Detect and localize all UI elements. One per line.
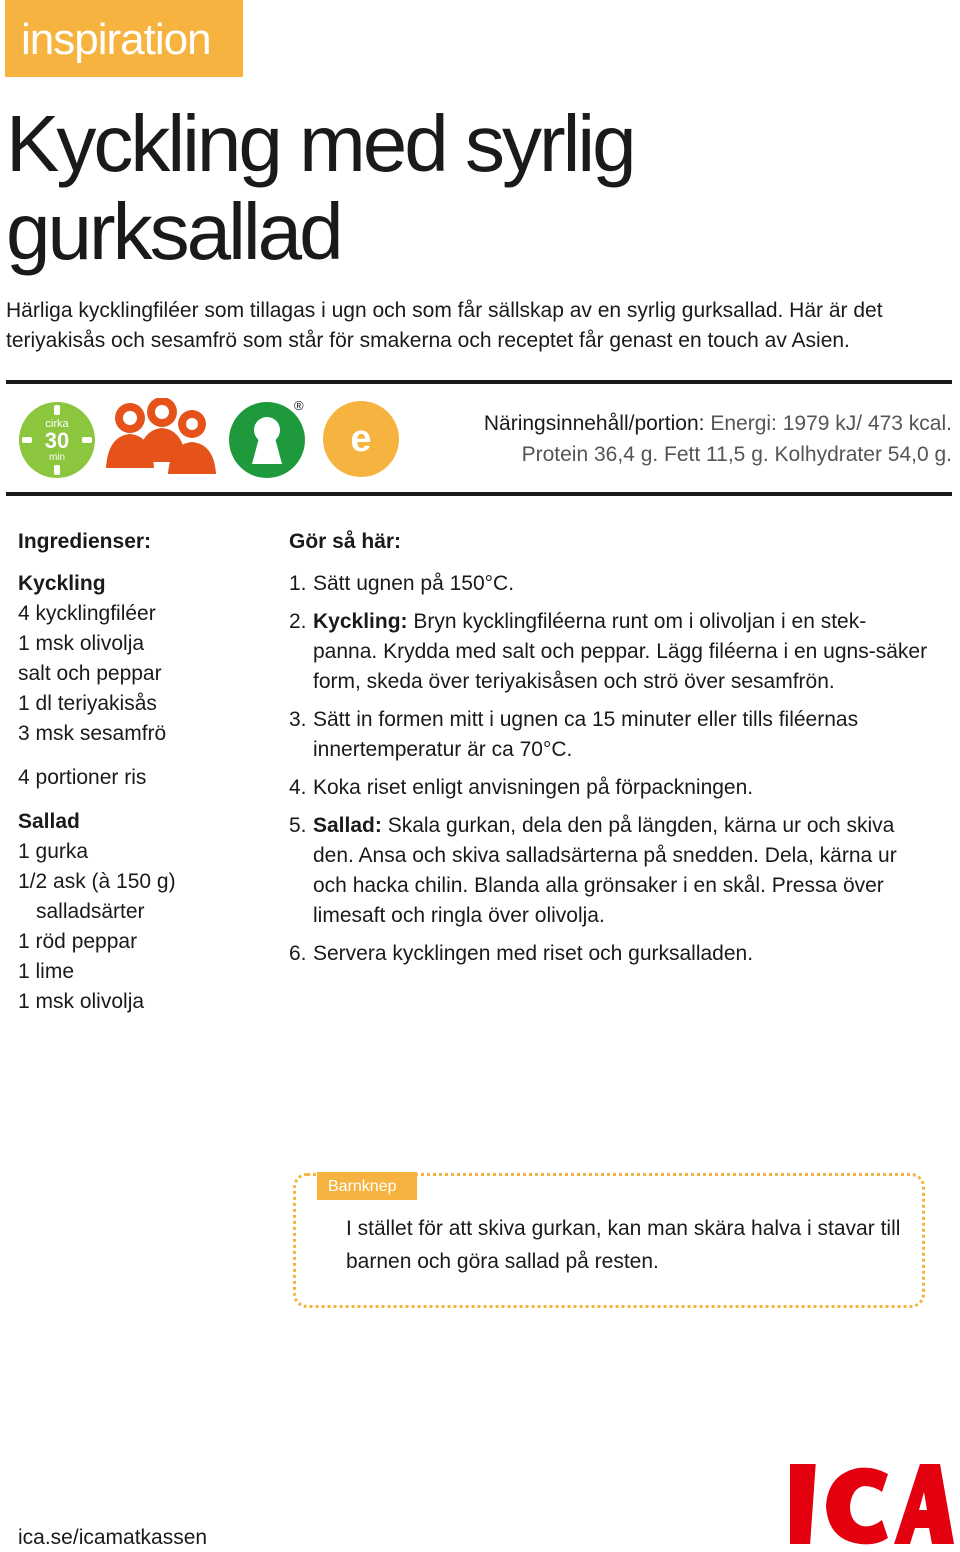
ingredient-group-title: Kyckling — [18, 572, 106, 595]
ingredient-group-kyckling — [18, 569, 268, 749]
ingredients-section — [18, 527, 268, 1031]
step-text: Skala gurkan, dela den på längden, kärna ur och skiva den. Ansa och skiva salladsärterna på snedden. Dela, kärna ur och hacka chilin. Blanda alla grönsaker i en skål. Pressa över limesaft och ringla över olivolja. — [313, 814, 897, 927]
title-line-2: gurksallad — [6, 187, 341, 276]
step-text: Bryn kycklingfiléerna runt om i olivoljan i en stek-panna. Krydda med salt och peppar. Lägg filéerna i en ugns-säker form, skeda över teriyakisåsen och strö över sesamfrön. — [313, 610, 928, 693]
nutrition-info — [484, 408, 952, 470]
ica-logo — [790, 1460, 954, 1548]
ingredient-item: salladsärter — [36, 900, 145, 923]
divider-bottom — [6, 492, 952, 496]
step-number: 5. — [289, 814, 307, 837]
nutrition-label: Näringsinnehåll/portion: — [483, 412, 705, 435]
time-top-label: cirka — [45, 418, 69, 430]
ingredient-group-sallad — [18, 807, 268, 1017]
ingredient-item: 3 msk sesamfrö — [18, 722, 167, 745]
step-bold-label: Kyckling: — [313, 610, 408, 633]
step-bold-label: Sallad: — [313, 814, 382, 837]
method-step — [289, 607, 929, 697]
step-number: 2. — [289, 610, 307, 633]
ingredient-item: 4 kycklingfiléer — [18, 602, 156, 625]
title-line-1: Kyckling med syrlig — [6, 99, 634, 188]
method-step — [289, 811, 929, 931]
method-section — [289, 527, 929, 977]
e-icon — [322, 400, 400, 478]
ingredients-heading: Ingredienser: — [18, 530, 152, 553]
category-tag: inspiration — [5, 0, 243, 77]
time-unit: min — [48, 452, 66, 463]
ingredient-item: 1 msk olivolja — [18, 632, 145, 655]
ingredient-item: 1 dl teriyakisås — [18, 692, 157, 715]
ingredient-group-ris — [18, 763, 268, 793]
step-text: Servera kycklingen med riset och gurksalladen. — [313, 942, 754, 965]
tip-label: Barnknep — [317, 1172, 417, 1200]
step-number: 4. — [289, 776, 307, 799]
ingredient-group-title: Sallad — [18, 810, 80, 833]
nutrition-energy: Energi: 1979 kJ/ 473 kcal. — [710, 412, 952, 435]
ingredient-item: salt och peppar — [18, 662, 162, 685]
method-step — [289, 773, 929, 803]
tip-text: I stället för att skiva gurkan, kan man skära halva i stavar till barnen och göra sallad på resten. — [346, 1217, 901, 1273]
nutrition-macros: Protein 36,4 g. Fett 11,5 g. Kolhydrater 54,0 g. — [521, 443, 952, 466]
step-number: 3. — [289, 708, 307, 731]
registered-mark: ® — [294, 398, 304, 413]
footer-url[interactable]: ica.se/icamatkassen — [18, 1526, 208, 1549]
e-icon-letter: e — [350, 418, 372, 460]
recipe-title — [6, 100, 706, 276]
step-number: 1. — [289, 572, 307, 595]
clock-icon — [18, 401, 96, 479]
step-text: Sätt ugnen på 150°C. — [313, 572, 515, 595]
divider-top — [6, 380, 952, 384]
ingredient-item: 1 gurka — [18, 840, 89, 863]
recipe-intro: Härliga kycklingfiléer som tillagas i ugn och som får sällskap av en syrlig gurksallad. Här är det teriyakisås och sesamfrö som står för smakerna och receptet får genast en touch av Asien. — [6, 299, 883, 352]
method-step — [289, 939, 929, 969]
ingredient-item: 1 lime — [18, 960, 75, 983]
step-text: Koka riset enligt anvisningen på förpackningen. — [313, 776, 754, 799]
time-value: 30 — [44, 428, 70, 453]
ingredient-item: 1/2 ask (à 150 g) — [18, 870, 176, 893]
people-icon — [104, 398, 220, 478]
ingredient-item: 1 msk olivolja — [18, 990, 145, 1013]
method-step — [289, 569, 929, 599]
ingredient-item: 4 portioner ris — [18, 766, 147, 789]
method-heading: Gör så här: — [289, 530, 402, 553]
step-number: 6. — [289, 942, 307, 965]
method-step — [289, 705, 929, 765]
step-text: Sätt in formen mitt i ugnen ca 15 minuter eller tills filéernas innertemperatur är ca 70°C. — [313, 708, 859, 761]
ingredient-item: 1 röd peppar — [18, 930, 138, 953]
